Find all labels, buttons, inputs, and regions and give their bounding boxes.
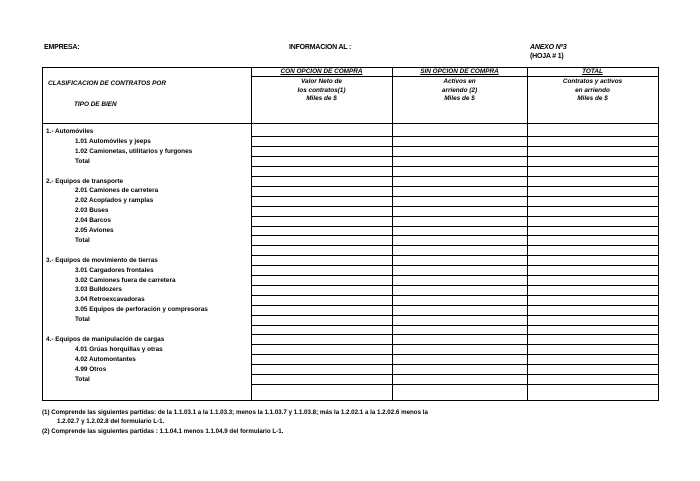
item-row-label: 4.99 Otros xyxy=(75,365,107,373)
item-row-label: 2.03 Buses xyxy=(75,207,109,215)
row-header-title-1: CLASIFICACION DE CONTRATOS POR xyxy=(48,80,166,87)
item-row-label: 2.04 Barcos xyxy=(75,217,111,225)
row-rule xyxy=(251,315,659,316)
section-row-label: 4.- Equipos de manipulación de cargas xyxy=(46,335,165,343)
item-row-label: 2.05 Aviones xyxy=(75,227,114,234)
footnote-1-line-1: (1) Comprende las siguientes partidas: de la 1.1.03.1 a la 1.1.03.3; menos la 1.1.03.7 y 1.1.03.8; más la 1.2.02.1 a la 1.2.02.6 menos la xyxy=(42,409,428,416)
table-border-left xyxy=(42,67,43,401)
row-rule xyxy=(251,354,659,355)
footnote-2: (2) Comprende las siguientes partidas : 1.1.04.1 menos 1.1.04.9 del formulario L-1. xyxy=(42,428,284,435)
item-row-label: 4.02 Automontantes xyxy=(75,355,136,363)
row-rule xyxy=(251,275,659,276)
contracts-table xyxy=(42,67,659,401)
header-title-underline xyxy=(251,76,659,77)
row-rule xyxy=(251,325,659,326)
col-sep-2 xyxy=(392,67,393,401)
row-header-title-2: TIPO DE BIEN xyxy=(74,101,117,108)
row-rule xyxy=(251,186,659,187)
item-row-label: 3.04 Retroexcavadoras xyxy=(75,296,145,304)
row-rule xyxy=(251,235,659,236)
row-rule xyxy=(251,136,659,137)
col-sub-total-3: Miles de $ xyxy=(577,95,608,102)
hoja-label: (HOJA # 1) xyxy=(530,53,564,60)
item-row-label: 2.02 Acoplados y ramplas xyxy=(75,197,154,205)
row-rule xyxy=(251,265,659,266)
row-rule xyxy=(251,295,659,296)
item-row-label: 3.01 Cargadores frontales xyxy=(75,266,154,274)
row-rule xyxy=(251,305,659,306)
col-sub-total-1: Contratos y activos xyxy=(562,78,623,85)
row-rule xyxy=(251,216,659,217)
section-row-label: 3.- Equipos de movimiento de tierras xyxy=(46,256,158,264)
col-sep-1 xyxy=(251,67,252,401)
col-sub-con-opcion-3: Miles de $ xyxy=(306,95,337,102)
item-row-label: 2.01 Camiones de carretera xyxy=(75,187,159,195)
row-rule xyxy=(251,206,659,207)
row-rule xyxy=(251,176,659,177)
row-rule xyxy=(251,285,659,286)
total-row-label: Total xyxy=(75,236,90,244)
row-rule xyxy=(251,146,659,147)
col-header-con-opcion: CON OPCION DE COMPRA xyxy=(280,68,363,75)
informacion-label: INFORMACION AL : xyxy=(289,44,352,51)
footnote-1-line-2: 1.2.02.7 y 1.2.02.8 del formulario L-1. xyxy=(57,418,165,425)
col-header-total: TOTAL xyxy=(582,68,603,75)
table-border-bottom xyxy=(42,400,659,401)
total-row-label: Total xyxy=(75,316,90,324)
item-row-label: 3.02 Camiones fuera de carretera xyxy=(75,276,176,284)
item-row-label: 3.05 Equipos de perforación y compresoras xyxy=(75,306,208,314)
header-bottom-line xyxy=(42,123,659,124)
anexo-label: ANEXO Nº3 xyxy=(530,44,567,51)
row-rule xyxy=(251,364,659,365)
total-row-label: Total xyxy=(75,375,90,383)
row-rule xyxy=(251,226,659,227)
item-row-label: 1.02 Camionetas, utilitarios y furgones xyxy=(75,147,193,155)
item-row-label: 3.03 Bulldozers xyxy=(75,286,122,294)
row-rule xyxy=(251,374,659,375)
empresa-label: EMPRESA: xyxy=(44,44,80,51)
row-rule xyxy=(251,384,659,385)
col-sub-con-opcion-2: los contratos(1) xyxy=(297,86,346,94)
col-sub-sin-opcion-1: Activos en xyxy=(443,78,476,85)
row-rule xyxy=(251,196,659,197)
section-row-label: 1.- Automóviles xyxy=(46,128,94,135)
row-rule xyxy=(251,245,659,246)
total-row-label: Total xyxy=(75,157,90,165)
col-sub-sin-opcion-2: arriendo (2) xyxy=(441,86,478,94)
col-sub-total-2: en arriendo xyxy=(575,86,610,94)
col-header-sin-opcion: SIN OPCION DE COMPRA xyxy=(420,68,499,75)
table-border-right xyxy=(658,67,659,401)
section-row-label: 2.- Equipos de transporte xyxy=(46,177,124,185)
item-row-label: 4.01 Grúas horquillas y otras xyxy=(75,345,163,353)
row-rule xyxy=(251,334,659,335)
col-sub-sin-opcion-3: Miles de $ xyxy=(444,95,475,102)
col-sub-con-opcion-1: Valor Neto de xyxy=(301,78,342,85)
col-sep-3 xyxy=(527,67,528,401)
row-rule xyxy=(251,166,659,167)
row-rule xyxy=(251,344,659,345)
item-row-label: 1.01 Automóviles y jeeps xyxy=(75,137,151,145)
row-rule xyxy=(251,156,659,157)
row-rule xyxy=(251,255,659,256)
